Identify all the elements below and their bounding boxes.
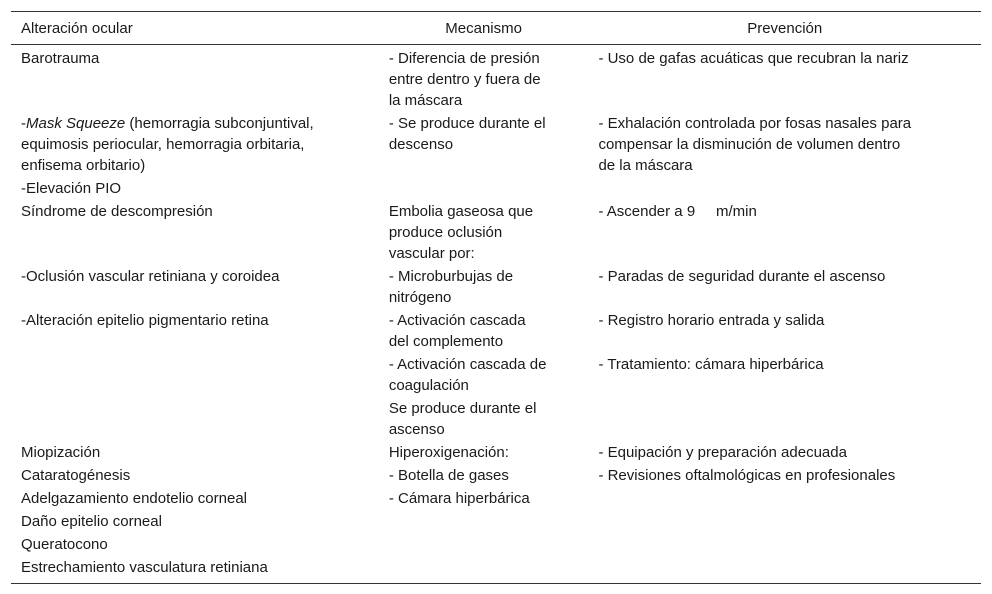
mechanism-line: - Botella de gases [388,467,509,484]
header-row [11,12,981,45]
prevention-line: - Equipación y preparación adecuada [598,444,847,461]
cell-prevention [588,440,981,584]
prevention-line: - Exhalación controlada por fosas nasales para [598,115,912,132]
ocular-alterations-table-wrapper [11,11,981,584]
cell-mechanism [379,264,589,308]
alteration-text: Síndrome de descompresión [21,203,213,220]
cell-prevention [588,264,981,308]
alteration-line: Cataratogénesis [21,467,131,484]
cell-prevention [588,308,981,440]
mechanism-line: Hiperoxigenación: [388,444,509,461]
cell-prevention [588,176,981,199]
mechanism-line: - Cámara hiperbárica [388,490,530,507]
alteration-text: Barotrauma [21,50,100,67]
alteration-text: -Oclusión vascular retiniana y coroidea [21,268,280,285]
prevention-line: - Registro horario entrada y salida [598,312,825,329]
cell-mechanism [379,440,589,584]
ocular-alterations-table [11,11,981,584]
prevention-line: - Tratamiento: cámara hiperbárica [598,356,824,373]
table-row [11,440,981,584]
mechanism-line: - Activación cascada [388,312,526,329]
mechanism-line: nitrógeno [388,289,452,306]
header-prevention: Prevención [588,12,981,45]
header-alteration: Alteración ocular [11,12,379,45]
mechanism-line: ascenso [388,421,445,438]
alteration-italic: Mask Squeeze [26,115,126,132]
mechanism-line: - Se produce durante el [388,115,546,132]
cell-prevention [588,111,981,176]
prevention-text: - Paradas de seguridad durante el ascenso [598,268,886,285]
cell-mechanism [379,45,589,112]
mechanism-line: coagulación [388,377,469,394]
alteration-rest: (hemorragia subconjuntival, [125,115,314,132]
header-mechanism: Mecanismo [379,12,589,45]
cell-mechanism [379,176,589,199]
mechanism-line: entre dentro y fuera de [388,71,541,88]
cell-prevention [588,199,981,264]
cell-alteration [11,264,379,308]
alteration-text: -Elevación PIO [21,180,122,197]
mechanism-line: Se produce durante el [388,400,537,417]
prevention-line: - Revisiones oftalmológicas en profesionales [598,467,896,484]
cell-prevention [588,45,981,112]
mechanism-line: Embolia gaseosa que [388,203,534,220]
mechanism-line: descenso [388,136,454,153]
alteration-line: Estrechamiento vasculatura retiniana [21,559,268,576]
mechanism-line: vascular por: [388,245,475,262]
alteration-line: enfisema orbitario) [21,157,146,174]
alteration-prefix: - [21,115,26,132]
cell-mechanism [379,199,589,264]
cell-mechanism [379,111,589,176]
mechanism-line: - Activación cascada de [388,356,547,373]
cell-mechanism [379,308,589,440]
cell-alteration [11,45,379,112]
cell-alteration [11,440,379,584]
alteration-line: Adelgazamiento endotelio corneal [21,490,247,507]
cell-alteration [11,199,379,264]
table-row [11,111,981,176]
prevention-line: de la máscara [598,157,693,174]
alteration-line: equimosis periocular, hemorragia orbitaria, [21,136,305,153]
mechanism-line: del complemento [388,333,504,350]
table-row [11,176,981,199]
mechanism-line: la máscara [388,92,463,109]
mechanism-line: - Microburbujas de [388,268,514,285]
prevention-text: - Ascender a 9 m/min [598,203,757,220]
mechanism-line: produce oclusión [388,224,503,241]
cell-alteration [11,111,379,176]
table-row [11,45,981,112]
alteration-line [21,113,369,134]
table-row [11,199,981,264]
mechanism-line: - Diferencia de presión [388,50,540,67]
alteration-line: Miopización [21,444,101,461]
alteration-line: Daño epitelio corneal [21,513,162,530]
cell-alteration [11,308,379,440]
table-row [11,308,981,440]
alteration-line: Queratocono [21,536,108,553]
cell-alteration [11,176,379,199]
alteration-text: -Alteración epitelio pigmentario retina [21,312,269,329]
prevention-text: - Uso de gafas acuáticas que recubran la nariz [598,50,909,67]
table-row [11,264,981,308]
prevention-line: compensar la disminución de volumen dentro [598,136,901,153]
